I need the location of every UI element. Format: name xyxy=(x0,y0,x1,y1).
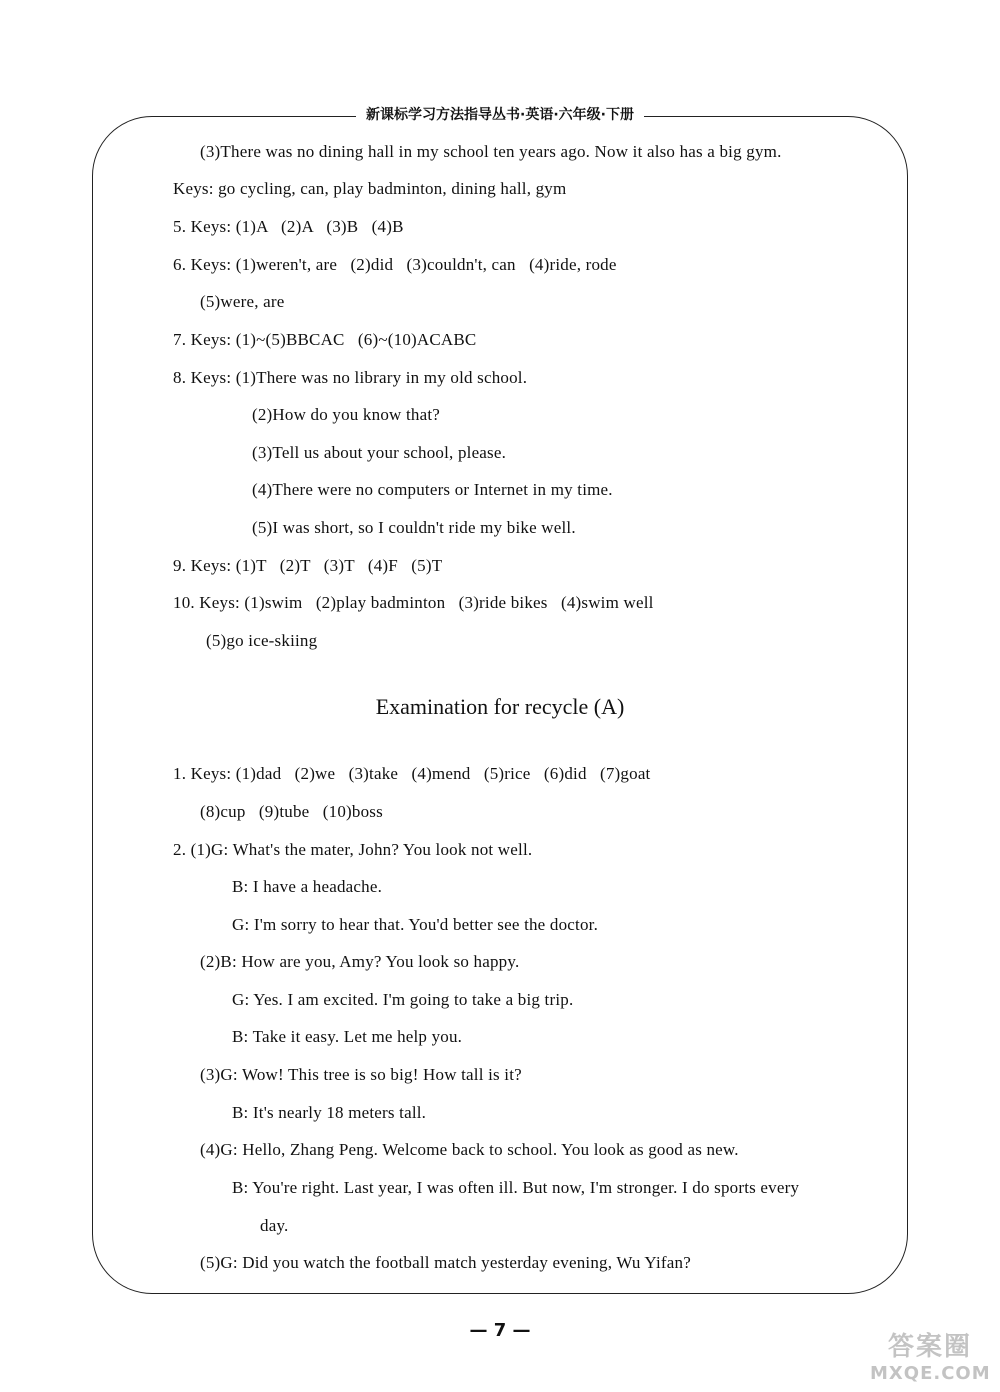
running-header: 新课标学习方法指导丛书·英语·六年级·下册 xyxy=(0,104,1000,124)
text-line: 6. Keys: (1)weren't, are (2)did (3)couldn't, can (4)ride, rode xyxy=(173,255,617,274)
text-line: (8)cup (9)tube (10)boss xyxy=(200,802,383,821)
text-line: (3)Tell us about your school, please. xyxy=(252,443,507,462)
text-line: (5)I was short, so I couldn't ride my bike well. xyxy=(252,518,576,537)
text-line: Keys: go cycling, can, play badminton, dining hall, gym xyxy=(173,179,567,198)
text-line: 10. Keys: (1)swim (2)play badminton (3)ride bikes (4)swim well xyxy=(173,593,654,612)
text-line: (5)were, are xyxy=(200,292,285,311)
page-number: — 7 — xyxy=(469,1320,531,1341)
text-line: (4)G: Hello, Zhang Peng. Welcome back to school. You look as good as new. xyxy=(200,1140,739,1159)
watermark-logo xyxy=(870,1326,990,1384)
section-title: Examination for recycle (A) xyxy=(375,694,625,719)
text-line: 2. (1)G: What's the mater, John? You look not well. xyxy=(173,840,533,859)
text-line: 8. Keys: (1)There was no library in my old school. xyxy=(173,368,528,387)
text-line: (4)There were no computers or Internet in my time. xyxy=(252,480,613,499)
text-line: B: Take it easy. Let me help you. xyxy=(232,1027,463,1046)
text-line: (5)G: Did you watch the football match yesterday evening, Wu Yifan? xyxy=(200,1253,691,1272)
text-line: G: Yes. I am excited. I'm going to take a big trip. xyxy=(232,990,574,1009)
text-line: 9. Keys: (1)T (2)T (3)T (4)F (5)T xyxy=(173,556,443,575)
text-line: (3)There was no dining hall in my school ten years ago. Now it also has a big gym. xyxy=(200,142,782,161)
watermark-text-en: MXQE.COM xyxy=(870,1363,991,1384)
text-line: G: I'm sorry to hear that. You'd better see the doctor. xyxy=(232,915,599,934)
text-line: (2)How do you know that? xyxy=(252,405,440,424)
text-line: B: You're right. Last year, I was often ill. But now, I'm stronger. I do sports every xyxy=(232,1178,800,1197)
text-line: (2)B: How are you, Amy? You look so happy. xyxy=(200,952,520,971)
text-line: 5. Keys: (1)A (2)A (3)B (4)B xyxy=(173,217,404,236)
watermark-text-cn: 答案圈 xyxy=(887,1332,972,1362)
text-line: 7. Keys: (1)~(5)BBCAC (6)~(10)ACABC xyxy=(173,330,477,349)
text-line: B: It's nearly 18 meters tall. xyxy=(232,1103,427,1122)
text-line: 1. Keys: (1)dad (2)we (3)take (4)mend (5)rice (6)did (7)goat xyxy=(173,764,651,783)
text-line: (5)go ice-skiing xyxy=(206,631,318,650)
text-line: (3)G: Wow! This tree is so big! How tall is it? xyxy=(200,1065,522,1084)
text-line: day. xyxy=(260,1216,289,1235)
text-line: B: I have a headache. xyxy=(232,877,383,896)
